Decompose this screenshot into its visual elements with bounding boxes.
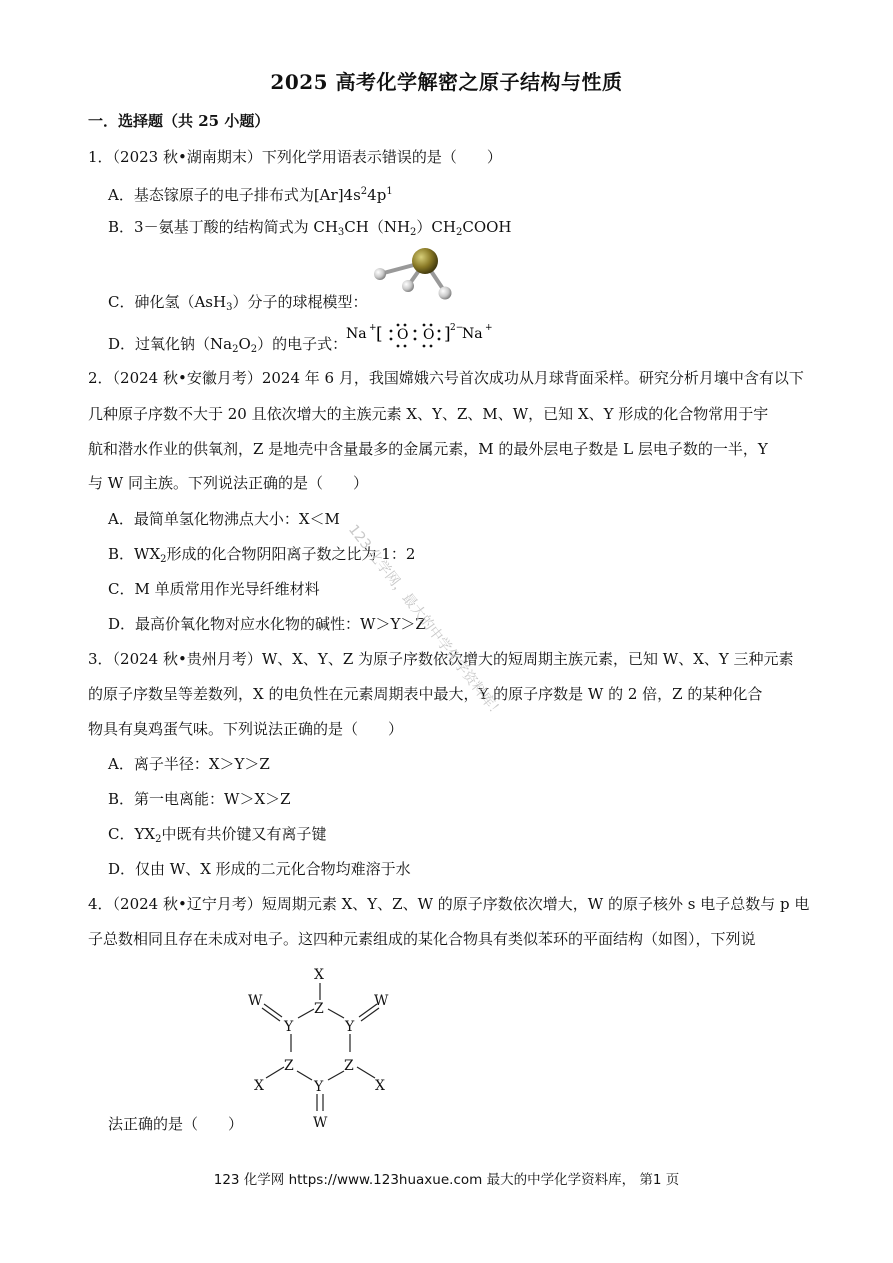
q3-line-1: 3．（2024 秋•贵州月考）W、X、Y、Z 为原子序数依次增大的短周期主族元素，已知 W、X、Y 三种元素: [88, 650, 794, 668]
atom-x-right: X: [375, 1078, 385, 1094]
atom-w-right: W: [374, 993, 389, 1009]
atom-z-lower-right: Z: [344, 1058, 354, 1074]
q1-option-b: B．3－氨基丁酸的结构简式为 $CH_3CH(NH_2)CH_2COOH$: [108, 218, 512, 238]
na2o2-electron-formula: [344, 318, 504, 352]
q3-option-d: D．仅由 W、X 形成的二元化合物均难溶于水: [108, 860, 411, 878]
atom-y-right: Y: [345, 1019, 355, 1035]
section-heading: 一．选择题（共 25 小题）: [88, 112, 270, 130]
q2-option-d: D．最高价氧化物对应水化物的碱性：W＞Y＞Z: [108, 615, 426, 633]
q2-option-c: C．M 单质常用作光导纤维材料: [108, 580, 320, 598]
ash3-ball-stick-model: [368, 244, 464, 304]
atom-z-top: Z: [314, 1001, 324, 1017]
charge-2minus: 2−: [450, 323, 464, 333]
svg-text:]: ]: [444, 324, 451, 344]
page-title: 2025 高考化学解密之原子结构与性质: [270, 70, 623, 94]
watermark: 123 化学网，最大的中学化学资料库！: [345, 521, 507, 722]
svg-text:[: [: [376, 324, 383, 344]
na-symbol-left: Na: [346, 326, 367, 342]
q2-line-1: 2．（2024 秋•安徽月考）2024 年 6 月，我国嫦娥六号首次成功从月球背面采样。研究分析月壤中含有以下: [88, 369, 804, 387]
q4-line-1: 4．（2024 秋•辽宁月考）短周期元素 X、Y、Z、W 的原子序数依次增大，W 的原子核外 s 电子总数与 p 电: [88, 895, 810, 913]
atom-x-top: X: [314, 967, 324, 983]
q2-line-3: 航和潜水作业的供氧剂，Z 是地壳中含量最多的金属元素，M 的最外层电子数是 L 层电子数的一半，Y: [88, 440, 768, 458]
atom-x-left: X: [254, 1078, 264, 1094]
q2-option-a: A．最简单氢化物沸点大小：X＜M: [108, 510, 340, 528]
q4-line-2: 子总数相同且存在未成对电子。这四种元素组成的某化合物具有类似苯环的平面结构（如图），下列说: [88, 930, 756, 948]
q2-line-4: 与 W 同主族。下列说法正确的是（ ）: [88, 474, 368, 492]
q1-option-c: C．砷化氢（AsH$_3$）分子的球棍模型：: [108, 293, 368, 313]
atom-y-left: Y: [284, 1019, 294, 1035]
q4-line-3: 法正确的是（ ）: [108, 1115, 244, 1133]
q3-option-b: B．第一电离能：W＞X＞Z: [108, 790, 291, 808]
ring-structure-diagram: [244, 960, 404, 1132]
q3-option-c: C．$YX_2$中既有共价键又有离子键: [108, 825, 327, 845]
atom-z-lower-left: Z: [284, 1058, 294, 1074]
q1-option-a: A．基态镓原子的电子排布式为$[Ar]4s^24p^1$: [108, 186, 393, 204]
q3-option-a: A．离子半径：X＞Y＞Z: [108, 755, 270, 773]
oxygen-atom-2: O: [423, 327, 435, 343]
q2-option-b: B．$WX_2$形成的化合物阴阳离子数之比为 1：2: [108, 545, 416, 565]
atom-w-left: W: [248, 993, 263, 1009]
q1-option-d: D．过氧化钠$(Na_2O_2)$的电子式：: [108, 335, 348, 355]
plus-charge-right: +: [485, 323, 493, 333]
q3-line-3: 物具有臭鸡蛋气味。下列说法正确的是（ ）: [88, 720, 404, 738]
atom-y-bottom: Y: [314, 1079, 324, 1095]
atom-w-bottom: W: [313, 1115, 328, 1131]
na-symbol-right: Na: [462, 326, 483, 342]
page-footer: 123 化学网 https://www.123huaxue.com 最大的中学化学资料库， 第1 页: [213, 1172, 680, 1188]
q1-stem: 1．（2023 秋•湖南期末）下列化学用语表示错误的是（ ）: [88, 148, 502, 166]
plus-charge-left: +: [369, 323, 377, 333]
q3-line-2: 的原子序数呈等差数列，X 的电负性在元素周期表中最大，Y 的原子序数是 W 的 2 倍，Z 的某种化合: [88, 685, 763, 703]
oxygen-atom-1: O: [397, 327, 409, 343]
q2-line-2: 几种原子序数不大于 20 且依次增大的主族元素 X、Y、Z、M、W，已知 X、Y 形成的化合物常用于宇: [88, 405, 769, 423]
